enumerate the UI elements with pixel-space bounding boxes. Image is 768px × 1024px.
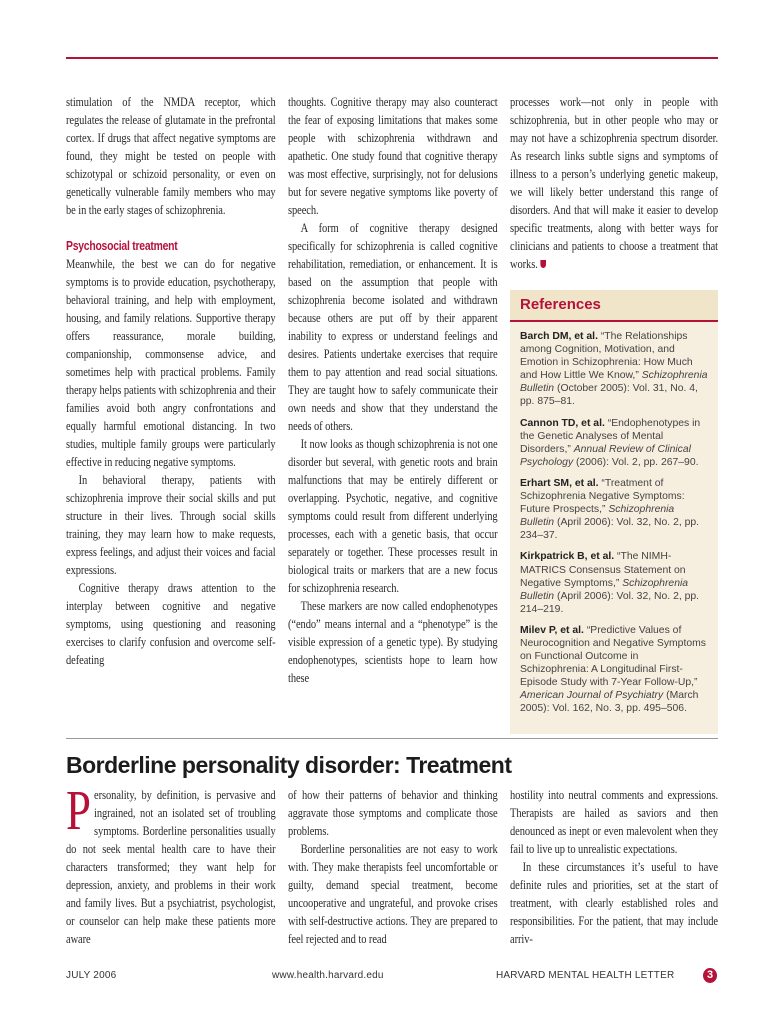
reference-title: “Endophenotypes in the Genetic Analyses of Mental Disorders,”	[520, 417, 701, 455]
paragraph: It now looks as though schizophrenia is not one disorder but several, with genetic roots and brain malfunctions that may be entirely different or overlapping. Psychotic, negative, and cognitive symptoms could result from different underlying processes, each with a genetic basis, that occur separately or together. These processes result in biological traits or markers that are a new focus for schizophrenia research.	[288, 436, 498, 595]
paragraph: A form of cognitive therapy designed specifically for schizophrenia is called cognitive rehabilitation, remediation, or enhancement. It is based on the assumption that people with schizophrenia become isolated and withdrawn because others are put off by their apparent inability to express or understand feelings and desires. Patients undertake exercises that require them to pay attention and read social situations. They are taught how to safely communicate their own needs and show that they understand the needs of others.	[288, 220, 498, 433]
page-number-badge: 3	[703, 968, 717, 983]
paragraph	[510, 93, 718, 273]
reference-item	[510, 417, 718, 469]
paragraph-text: processes work—not only in people with schizophrenia, but in other people who may or may not have a schizophrenia spectrum disorder. As research links subtle signs and symptoms of illness to a person’s underlying genetic makeup, we will likely better understand this range of disorders. And that will make it easier to develop specific treatments, along with better ways for clinicians and patients to choose a treatment that works.	[510, 94, 718, 271]
section-divider	[66, 738, 718, 739]
reference-item	[510, 624, 718, 716]
reference-details: (2006): Vol. 2, pp. 267–90.	[576, 456, 699, 468]
section-subheading: Psychosocial treatment	[66, 238, 178, 253]
footer-date: JULY 2006	[66, 970, 117, 981]
article-column-2	[288, 786, 498, 948]
article-column-1	[66, 93, 276, 669]
references-heading: References	[510, 290, 718, 322]
reference-item	[510, 330, 718, 409]
reference-item	[510, 477, 718, 542]
paragraph: In behavioral therapy, patients with schizophrenia improve their social skills and put structure in their lives. Through social skills training, they may learn how to make requests, express feelings, and adjust their voices and facial expressions.	[66, 472, 276, 577]
reference-title: “Predictive Values of Neurocognition and Negative Symptoms on Functional Outcome in Schizophrenia: A Longitudinal First-Episode Study with 7-Year Follow-Up,”	[520, 624, 706, 689]
reference-author: Cannon TD, et al.	[520, 417, 605, 429]
paragraph: of how their patterns of behavior and thinking aggravate those symptoms and complicate those problems.	[288, 787, 498, 838]
paragraph: thoughts. Cognitive therapy may also counteract the fear of exposing limitations that makes some people with schizophrenia withdrawn and apathetic. One study found that cognitive therapy was most effective, surprisingly, not for delusions but for severe negative symptoms like poverty of speech.	[288, 94, 498, 217]
top-rule	[66, 57, 718, 59]
article-title: Borderline personality disorder: Treatment	[66, 752, 512, 778]
reference-details: (April 2006): Vol. 32, No. 2, pp. 234–37.	[520, 517, 700, 542]
footer-url[interactable]: www.health.harvard.edu	[272, 970, 384, 981]
paragraph-text: ersonality, by definition, is pervasive and ingrained, not an isolated set of troubling symptoms. Borderline personalities usually do not seek mental health care to have their characters transformed; they want help for depression, anxiety, and problems in their work and family lives. But a psychiatrist, psychologist, or counselor can help make these patients more aware	[66, 787, 276, 946]
paragraph: Meanwhile, the best we can do for negative symptoms is to provide education, psychotherapy, behavioral training, and help with employment, housing, and family relations. Supportive therapy offers reassurance, morale building, companionship, commonsense advice, and sometimes help with practical problems. Family therapy helps patients with schizophrenia and their families avoid both angry confrontations and equally harmful emotional distancing. In two studies, multiple family groups were particularly effective in reducing negative symptoms.	[66, 256, 276, 469]
reference-journal: Schizophrenia Bulletin	[520, 370, 708, 395]
footer-publication: HARVARD MENTAL HEALTH LETTER	[496, 970, 675, 981]
reference-author: Milev P, et al.	[520, 624, 584, 636]
paragraph: These markers are now called endophenotypes (“endo” means internal and a “phenotype” is the visible expression of a genetic type). By studying endophenotypes, scientists hope to learn how these	[288, 598, 498, 685]
paragraph: In these circumstances it’s useful to have definite rules and priorities, set at the start of treatment, with clearly established roles and responsibilities. For the patient, that may include arriv-	[510, 859, 718, 946]
reference-author: Barch DM, et al.	[520, 331, 598, 342]
paragraph: stimulation of the NMDA receptor, which regulates the release of glutamate in the prefrontal cortex. If drugs that affect negative symptoms are found, they might be tested on people with schizotypal or schizoid personality, or even on genetically vulnerable family members who may be in the early stages of schizophrenia.	[66, 94, 276, 217]
reference-journal: Annual Review of Clinical Psychology	[520, 443, 691, 468]
paragraph: Borderline personalities are not easy to work with. They make therapists feel uncomfortable or guilty, demand special treatment, become uncooperative and ungrateful, and provoke crises with self-destructive actions. They are prepared to feel rejected and to read	[288, 841, 498, 946]
reference-author: Erhart SM, et al.	[520, 477, 599, 489]
reference-details: (April 2006): Vol. 32, No. 2, pp. 214–219.	[520, 590, 700, 615]
reference-title: “Treatment of Schizophrenia Negative Symptoms: Future Prospects,”	[520, 477, 685, 516]
article-column-3	[510, 786, 718, 948]
reference-author: Kirkpatrick B, et al.	[520, 551, 615, 563]
references-list	[510, 330, 718, 716]
article-column-2	[288, 93, 498, 687]
reference-item	[510, 550, 718, 615]
reference-title: “The NIMH-MATRICS Consensus Statement on Negative Symptoms,”	[520, 551, 686, 589]
end-of-article-icon	[540, 260, 546, 268]
drop-cap: P	[66, 780, 91, 842]
reference-details: (October 2005): Vol. 31, No. 4, pp. 875–81.	[520, 383, 698, 408]
paragraph	[66, 780, 276, 948]
paragraph: Cognitive therapy draws attention to the interplay between cognitive and negative symptoms, using questioning and reasoning exercises to clarify confusion and overcome self-defeating	[66, 580, 276, 667]
reference-details: (March 2005): Vol. 162, No. 3, pp. 495–506.	[520, 690, 699, 715]
article-column-3	[510, 93, 718, 273]
references-box	[510, 290, 718, 734]
paragraph: hostility into neutral comments and expressions. Therapists are hailed as saviors and then denounced as inept or even malevolent when they fail to live up to unrealistic expectations.	[510, 787, 718, 856]
reference-journal: Schizophrenia Bulletin	[520, 577, 689, 602]
article-column-1	[66, 780, 276, 948]
reference-journal: American Journal of Psychiatry	[520, 690, 664, 702]
reference-journal: Schizophrenia Bulletin	[520, 504, 675, 529]
reference-title: “The Relationships among Cognition, Motivation, and Emotion in Schizophrenia: How Much and How Little We Know,”	[520, 331, 693, 382]
